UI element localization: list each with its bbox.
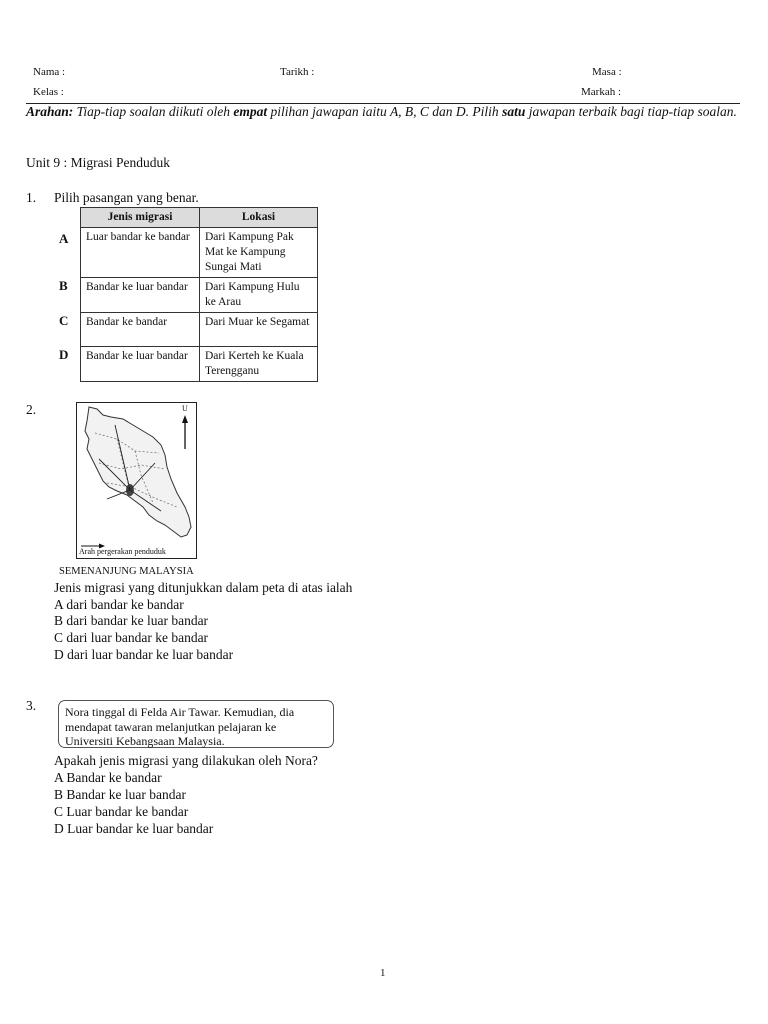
q2-option: B dari bandar ke luar bandar [54, 613, 209, 628]
q3-option: C Luar bandar ke bandar [54, 804, 189, 819]
q1-option-letter: A [59, 231, 69, 246]
table-row [81, 228, 318, 278]
instructions-lead: Arahan: [26, 104, 74, 119]
page-number: 1 [380, 967, 386, 979]
masa-label: Masa : [592, 66, 622, 78]
table-row [81, 313, 318, 347]
q1-table-header [81, 208, 318, 228]
kelas-label: Kelas : [33, 86, 64, 98]
q3-question: Apakah jenis migrasi yang dilakukan oleh Nora? [54, 753, 318, 768]
q2-option: A dari bandar ke bandar [54, 597, 184, 612]
north-label: U [182, 404, 188, 413]
map-graphic [77, 403, 196, 558]
q3-option: B Bandar ke luar bandar [54, 787, 186, 802]
map-legend: Arah pergerakan penduduk [79, 547, 166, 556]
instructions-text-1: Tiap-tiap soalan diikuti oleh [73, 104, 234, 119]
q3-option: A Bandar ke bandar [54, 770, 162, 785]
q1-cell-lokasi: Dari Kampung Hulu ke Arau [200, 278, 318, 313]
q3-passage-box: Nora tinggal di Felda Air Tawar. Kemudian, dia mendapat tawaran melanjutkan pelajaran ke Universiti Kebangsaan Malaysia. [58, 700, 334, 748]
q1-option-letter: C [59, 313, 69, 328]
tarikh-label: Tarikh : [280, 66, 315, 78]
q1-cell-jenis: Bandar ke luar bandar [81, 278, 200, 313]
q1-cell-jenis: Luar bandar ke bandar [81, 228, 200, 278]
instructions [26, 104, 742, 120]
q1-header-lokasi: Lokasi [200, 208, 318, 228]
instructions-bold-1: empat [233, 104, 268, 119]
instructions-text-2: pilihan jawapan iaitu A, B, C dan D. Pilih [267, 104, 503, 119]
q3-number: 3. [26, 698, 37, 713]
unit-title: Unit 9 : Migrasi Penduduk [26, 155, 170, 170]
instructions-bold-2: satu [502, 104, 526, 119]
table-row [81, 278, 318, 313]
q1-cell-lokasi: Dari Kerteh ke Kuala Terengganu [200, 347, 318, 382]
q2-option: D dari luar bandar ke luar bandar [54, 647, 234, 662]
instructions-text-3: jawapan terbaik bagi tiap-tiap soalan. [525, 104, 737, 119]
q2-question: Jenis migrasi yang ditunjukkan dalam peta di atas ialah [54, 580, 353, 595]
table-row [81, 347, 318, 382]
nama-label: Nama : [33, 66, 66, 78]
q1-number: 1. [26, 190, 37, 205]
q1-cell-jenis: Bandar ke luar bandar [81, 347, 200, 382]
q1-header-jenis: Jenis migrasi [81, 208, 200, 228]
markah-label: Markah : [581, 86, 622, 98]
q1-cell-jenis: Bandar ke bandar [81, 313, 200, 347]
q2-number: 2. [26, 402, 37, 417]
q1-cell-lokasi: Dari Kampung Pak Mat ke Kampung Sungai Mati [200, 228, 318, 278]
q1-option-letter: D [59, 347, 69, 362]
q1-option-letter: B [59, 278, 68, 293]
q1-table [80, 207, 318, 382]
peninsular-malaysia-map [76, 402, 197, 559]
q1-cell-lokasi: Dari Muar ke Segamat [200, 313, 318, 347]
q1-question: Pilih pasangan yang benar. [54, 190, 199, 205]
map-caption: SEMENANJUNG MALAYSIA [59, 566, 194, 577]
q2-option: C dari luar bandar ke bandar [54, 630, 209, 645]
q3-option: D Luar bandar ke luar bandar [54, 821, 214, 836]
